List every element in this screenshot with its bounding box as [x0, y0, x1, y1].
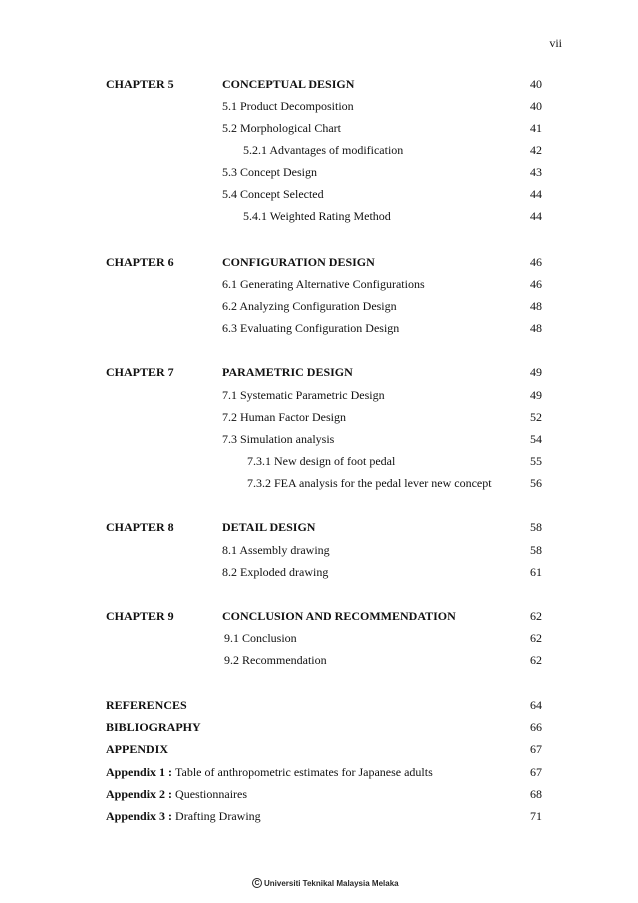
toc-entry-text[interactable]: 9.1 Conclusion	[224, 631, 297, 645]
toc-entry-page: 48	[530, 299, 542, 313]
chapter-label: CHAPTER 5	[106, 77, 174, 91]
toc-entry-text[interactable]: 6.3 Evaluating Configuration Design	[222, 321, 400, 335]
toc-entry	[0, 630, 638, 646]
toc-entry	[0, 120, 638, 136]
chapter-page: 40	[530, 77, 542, 91]
backmatter-text: Table of anthropometric estimates for Japanese adults	[175, 765, 433, 779]
toc-entry-page: 56	[530, 476, 542, 490]
toc-entry-text[interactable]: 5.2 Morphological Chart	[222, 121, 341, 135]
backmatter-entry[interactable]	[106, 808, 261, 824]
chapter-row	[0, 519, 638, 535]
chapter-label: CHAPTER 7	[106, 365, 174, 379]
toc-entry-text[interactable]: 7.1 Systematic Parametric Design	[222, 388, 385, 402]
backmatter-entry[interactable]	[106, 786, 247, 802]
chapter-row	[0, 254, 638, 270]
toc-entry-page: 46	[530, 277, 542, 291]
backmatter-entry[interactable]	[106, 764, 433, 780]
backmatter-row	[0, 697, 638, 713]
toc-entry	[0, 475, 638, 491]
toc-entry-page: 43	[530, 165, 542, 179]
chapter-row	[0, 76, 638, 92]
backmatter-page: 67	[530, 765, 542, 779]
toc-entry-page: 55	[530, 454, 542, 468]
toc-entry	[0, 409, 638, 425]
chapter-page: 49	[530, 365, 542, 379]
toc-entry	[0, 98, 638, 114]
chapter-label: CHAPTER 6	[106, 255, 174, 269]
toc-entry-page: 61	[530, 565, 542, 579]
chapter-page: 62	[530, 609, 542, 623]
toc-entry-text[interactable]: 6.2 Analyzing Configuration Design	[222, 299, 397, 313]
chapter-page: 46	[530, 255, 542, 269]
toc-entry-page: 54	[530, 432, 542, 446]
chapter-row	[0, 364, 638, 380]
toc-entry-text[interactable]: 7.3.2 FEA analysis for the pedal lever new concept	[247, 476, 492, 490]
backmatter-label: APPENDIX	[106, 742, 168, 756]
backmatter-row	[0, 764, 638, 780]
backmatter-entry[interactable]	[106, 697, 187, 713]
backmatter-text: Drafting Drawing	[175, 809, 261, 823]
toc-entry	[0, 142, 638, 158]
backmatter-label: Appendix 2 :	[106, 787, 176, 801]
toc-entry-page: 44	[530, 187, 542, 201]
toc-entry-page: 40	[530, 99, 542, 113]
chapter-title[interactable]: CONCEPTUAL DESIGN	[222, 77, 355, 91]
toc-entry-text[interactable]: 6.1 Generating Alternative Configurations	[222, 277, 425, 291]
footer-text: Universiti Teknikal Malaysia Melaka	[264, 878, 399, 888]
university-footer	[252, 876, 399, 890]
toc-entry-text[interactable]: 5.3 Concept Design	[222, 165, 317, 179]
toc-entry-page: 44	[530, 209, 542, 223]
backmatter-row	[0, 786, 638, 802]
chapter-page: 58	[530, 520, 542, 534]
toc-entry	[0, 186, 638, 202]
backmatter-row	[0, 741, 638, 757]
chapter-title[interactable]: DETAIL DESIGN	[222, 520, 316, 534]
backmatter-label: Appendix 1 :	[106, 765, 176, 779]
toc-entry	[0, 453, 638, 469]
toc-entry	[0, 208, 638, 224]
toc-entry-page: 52	[530, 410, 542, 424]
page-number: vii	[549, 36, 562, 50]
toc-entry-page: 58	[530, 543, 542, 557]
backmatter-entry[interactable]	[106, 741, 168, 757]
backmatter-row	[0, 719, 638, 735]
toc-entry-page: 48	[530, 321, 542, 335]
backmatter-label: REFERENCES	[106, 698, 187, 712]
backmatter-label: BIBLIOGRAPHY	[106, 720, 201, 734]
toc-entry-text[interactable]: 5.1 Product Decomposition	[222, 99, 354, 113]
backmatter-page: 67	[530, 742, 542, 756]
toc-entry-page: 62	[530, 653, 542, 667]
toc-entry-text[interactable]: 7.3.1 New design of foot pedal	[247, 454, 396, 468]
toc-entry-text[interactable]: 8.1 Assembly drawing	[222, 543, 330, 557]
backmatter-page: 71	[530, 809, 542, 823]
backmatter-entry[interactable]	[106, 719, 201, 735]
chapter-label: CHAPTER 8	[106, 520, 174, 534]
toc-entry	[0, 164, 638, 180]
toc-entry	[0, 564, 638, 580]
toc-entry-page: 41	[530, 121, 542, 135]
chapter-row	[0, 608, 638, 624]
toc-entry-text[interactable]: 5.4 Concept Selected	[222, 187, 324, 201]
toc-entry	[0, 652, 638, 668]
toc-entry-text[interactable]: 5.2.1 Advantages of modification	[243, 143, 404, 157]
chapter-title[interactable]: CONFIGURATION DESIGN	[222, 255, 375, 269]
copyright-logo-icon: C	[252, 878, 262, 888]
toc-entry-text[interactable]: 9.2 Recommendation	[224, 653, 327, 667]
backmatter-row	[0, 808, 638, 824]
toc-entry	[0, 276, 638, 292]
toc-entry	[0, 387, 638, 403]
backmatter-page: 68	[530, 787, 542, 801]
toc-entry-page: 49	[530, 388, 542, 402]
backmatter-page: 66	[530, 720, 542, 734]
backmatter-text: Questionnaires	[175, 787, 248, 801]
toc-entry	[0, 298, 638, 314]
toc-entry	[0, 320, 638, 336]
toc-entry-page: 42	[530, 143, 542, 157]
chapter-title[interactable]: PARAMETRIC DESIGN	[222, 365, 353, 379]
chapter-title[interactable]: CONCLUSION AND RECOMMENDATION	[222, 609, 456, 623]
toc-entry-text[interactable]: 5.4.1 Weighted Rating Method	[243, 209, 391, 223]
toc-entry-text[interactable]: 7.2 Human Factor Design	[222, 410, 346, 424]
chapter-label: CHAPTER 9	[106, 609, 174, 623]
toc-entry	[0, 542, 638, 558]
backmatter-label: Appendix 3 :	[106, 809, 176, 823]
toc-entry	[0, 431, 638, 447]
toc-entry-page: 62	[530, 631, 542, 645]
toc-entry-text[interactable]: 7.3 Simulation analysis	[222, 432, 335, 446]
backmatter-page: 64	[530, 698, 542, 712]
toc-entry-text[interactable]: 8.2 Exploded drawing	[222, 565, 329, 579]
